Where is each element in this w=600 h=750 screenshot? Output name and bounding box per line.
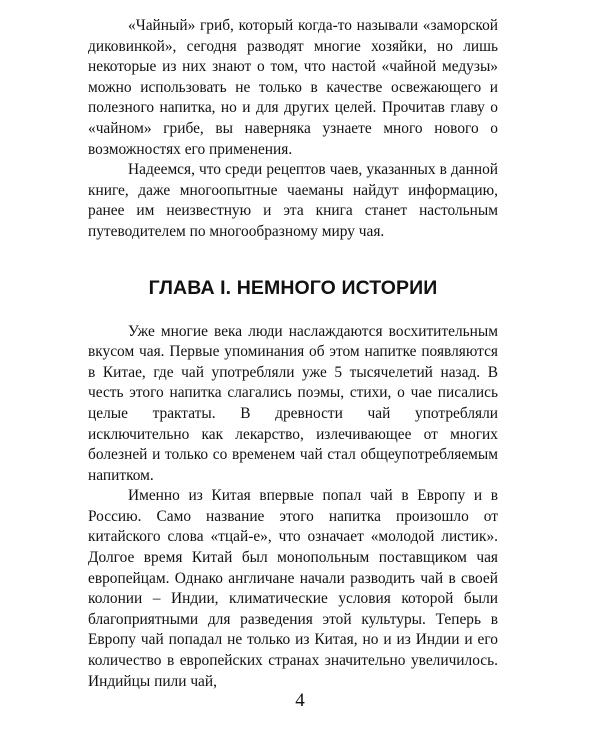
chapter-heading: ГЛАВА I. НЕМНОГО ИСТОРИИ: [148, 276, 438, 299]
paragraph-history: Уже многие века люди наслаждаются восхитительным вкусом чая. Первые упоминания об этом напитке появляются в Китае, где чай употребляли уже 5 тысячелетий назад. В честь этого напитка слагались поэмы, стихи, о чае писались целые трактаты. В древности чай употребляли исключительно как лекарство, излечивающее от многих болезней и только со временем чай стал общеупотребляемым напитком.: [88, 322, 498, 484]
page-content: [88, 16, 498, 692]
page-number: 4: [295, 690, 305, 711]
paragraph-china-europe: Именно из Китая впервые попал чай в Европу и в Россию. Само название этого напитка произошло от китайского слова «тцай-е», что означает «молодой листик». Долгое время Китай был монопольным поставщиком чая европейцам. Однако англичане начали разводить чай в своей колонии – Индии, климатические условия которой были благоприятными для разведения этой культуры. Теперь в Европу чай попадал не только из Китая, но и из Индии и его количество в европейских странах значительно увеличилось. Индийцы пили чай,: [88, 487, 498, 690]
paragraph-hope: Надеемся, что среди рецептов чаев, указанных в данной книге, даже многоопытные чаеманы найдут информацию, ранее им неизвестную и эта книга станет настольным путеводителем по многообразному миру чая.: [88, 161, 498, 240]
paragraph-kombucha: «Чайный» гриб, который когда-то называли «заморской диковинкой», сегодня разводят многие хозяйки, но лишь некоторые из них знают о том, что настой «чайной медузы» можно использовать не только в качестве освежающего и полезного напитка, но и для других целей. Прочитав главу о «чайном» грибе, вы наверняка узнаете много нового о возможностях его применения.: [88, 17, 498, 158]
